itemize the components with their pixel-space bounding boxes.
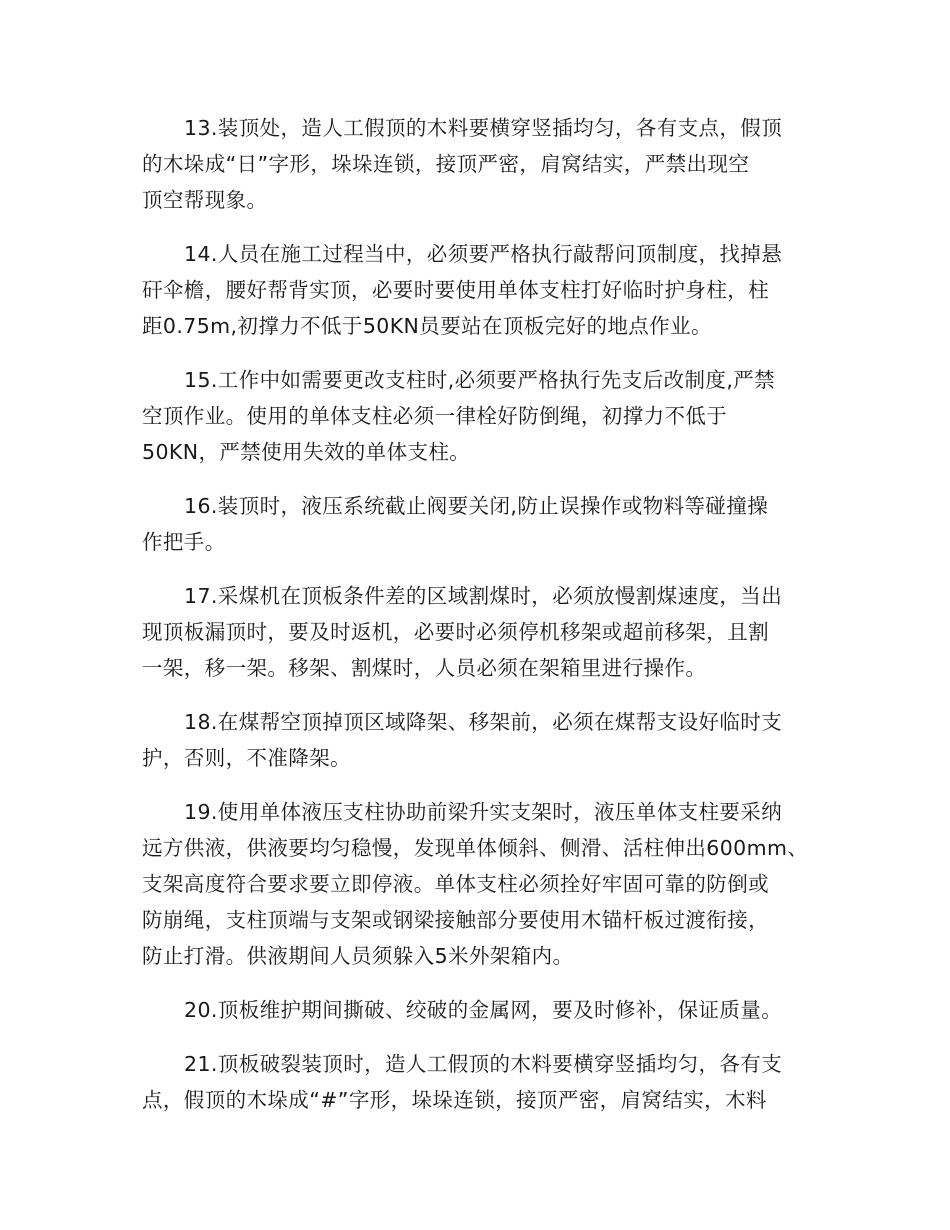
paragraph-21-line-2: 点，假顶的木垛成“#”字形，垛垛连锁，接顶严密，肩窝结实，木料 [142, 1088, 767, 1112]
paragraph-18-line-1: 18.在煤帮空顶掉顶区域降架、移架前，必须在煤帮支设好临时支 [184, 710, 783, 734]
paragraph-15-line-2: 空顶作业。使用的单体支柱必须一律栓好防倒绳，初撑力不低于 [142, 404, 728, 428]
paragraph-19-line-5: 防止打滑。供液期间人员须躲入5米外架箱内。 [142, 944, 574, 968]
paragraph-19-line-2: 远方供液，供液要均匀稳慢，发现单体倾斜、侧滑、活柱伸出600mm、 [142, 836, 809, 860]
paragraph-13-line-1: 13.装顶处，造人工假顶的木料要横穿竖插均匀，各有支点，假顶 [184, 116, 783, 140]
paragraph-14-line-1: 14.人员在施工过程当中，必须要严格执行敲帮问顶制度，找掉悬 [184, 242, 783, 266]
paragraph-15-line-3: 50KN，严禁使用失效的单体支柱。 [142, 440, 471, 464]
paragraph-21-line-1: 21.顶板破裂装顶时，造人工假顶的木料要横穿竖插均匀，各有支 [184, 1052, 783, 1076]
paragraph-19-line-4: 防崩绳，支柱顶端与支架或钢梁接触部分要使用木锚杆板过渡衔接， [142, 908, 769, 932]
paragraph-15-line-1: 15.工作中如需要更改支柱时,必须要严格执行先支后改制度,严禁 [184, 368, 776, 392]
paragraph-19-line-1: 19.使用单体液压支柱协助前梁升实支架时，液压单体支柱要采纳 [184, 800, 783, 824]
paragraph-17-line-2: 现顶板漏顶时，要及时返机，必要时必须停机移架或超前移架，且割 [142, 620, 769, 644]
paragraph-18-line-2: 护，否则，不准降架。 [142, 746, 351, 770]
paragraph-20-line-1: 20.顶板维护期间撕破、绞破的金属网，要及时修补，保证质量。 [184, 998, 783, 1022]
paragraph-14-line-2: 矸伞檐，腰好帮背实顶，必要时要使用单体支柱打好临时护身柱，柱 [142, 278, 769, 302]
paragraph-14-line-3: 距0.75m,初撑力不低于50KN员要站在顶板完好的地点作业。 [142, 314, 712, 338]
paragraph-13-line-2: 的木垛成“日”字形，垛垛连锁，接顶严密，肩窝结实，严禁出现空 [142, 152, 750, 176]
paragraph-16-line-1: 16.装顶时，液压系统截止阀要关闭,防止误操作或物料等碰撞操 [184, 494, 769, 518]
paragraph-13-line-3: 顶空帮现象。 [142, 188, 268, 212]
paragraph-16-line-2: 作把手。 [142, 530, 226, 554]
paragraph-17-line-1: 17.采煤机在顶板条件差的区域割煤时，必须放慢割煤速度，当出 [184, 584, 783, 608]
paragraph-19-line-3: 支架高度符合要求要立即停液。单体支柱必须拴好牢固可靠的防倒或 [142, 872, 769, 896]
paragraph-17-line-3: 一架，移一架。移架、割煤时，人员必须在架箱里进行操作。 [142, 656, 707, 680]
